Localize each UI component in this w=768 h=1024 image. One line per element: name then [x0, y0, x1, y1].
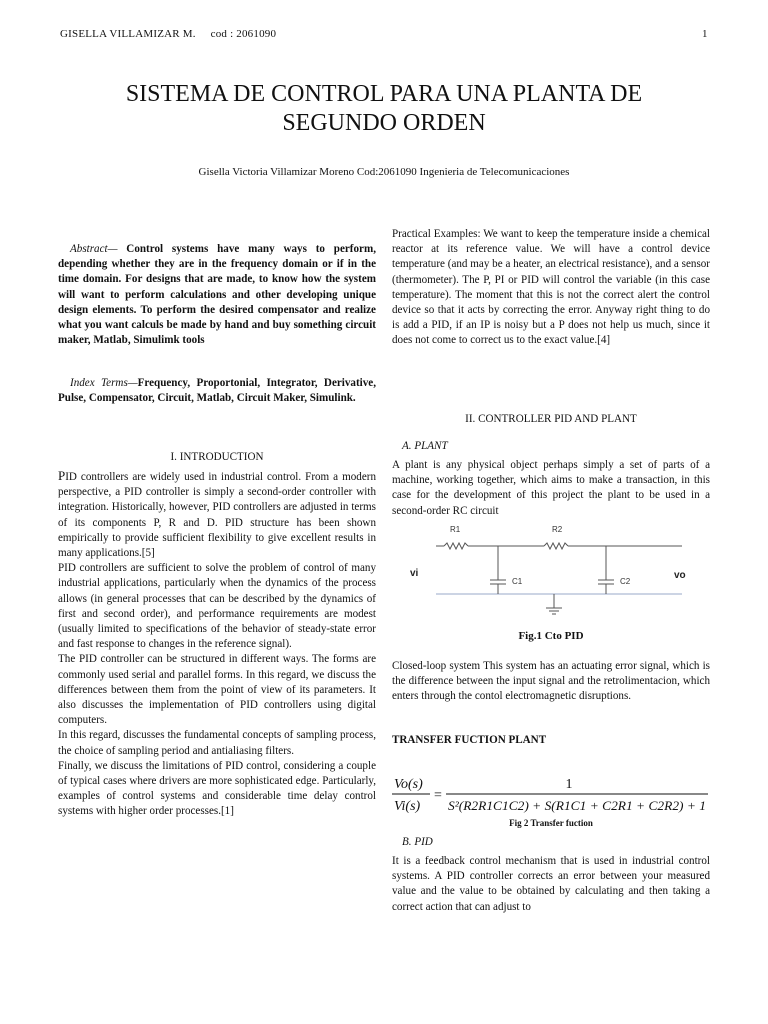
intro-p1-text: ID controllers are widely used in industrial control. From a modern perspective, a PID controller is simply a second-order controller with integration. Historically, however, PID controllers are adjusted in terms of its components P, R and D. PID structure has been shown empirically to provide sufficient flexibility to give excellent results in many applications.[5] [58, 471, 376, 560]
abstract-lead: Abstract— [70, 243, 118, 255]
page-number: 1 [702, 28, 708, 40]
section-2-heading: II. CONTROLLER PID AND PLANT [465, 413, 637, 425]
abstract [58, 242, 376, 348]
pid-description: It is a feedback control mechanism that is used in industrial control systems. A PID controller corrects an error between your measured value and the value to be obtained by calculating and then taking a correct action that can adjust to [392, 855, 710, 913]
label-r2: R2 [552, 525, 563, 534]
rc-circuit-diagram [392, 518, 712, 626]
figure-1-caption: Fig.1 Cto PID [518, 630, 584, 642]
label-c2: C2 [620, 577, 631, 586]
transfer-function-equation [392, 770, 712, 816]
closed-loop-text: Closed-loop system This system has an actuating error signal, which is the difference between the input signal and the retrolimentacion, which enters through the contol electromagnetic disruptions. [392, 660, 710, 703]
label-vo: vo [674, 570, 686, 581]
subsection-a-heading: A. PLANT [402, 440, 448, 452]
resistor-r2 [544, 543, 568, 549]
eq-rhs-denominator: S²(R2R1C1C2) + S(R1C1 + C2R1 + C2R2) + 1 [448, 799, 706, 813]
title-line-1: SISTEMA DE CONTROL PARA UNA PLANTA DE [125, 81, 643, 107]
intro-paragraph-2: PID controllers are sufficient to solve the problem of control of many industrial applications, particularly when the dynamics of the process allows (in general processes that can be described by the dynamics of first and second order), and performance requirements are modest (usually limited to specifications of the behavior of steady-state error and fast response to changes in the reference signal). [58, 562, 376, 651]
paper-title [60, 80, 708, 138]
eq-lhs-denominator: Vi(s) [394, 799, 421, 814]
label-c1: C1 [512, 577, 523, 586]
section-1-heading: I. INTRODUCTION [170, 451, 264, 463]
label-r1: R1 [450, 525, 461, 534]
intro-paragraph-1 [58, 468, 376, 561]
header-author-name: GISELLA VILLAMIZAR M. [60, 28, 196, 40]
header-cod: cod : 2061090 [210, 28, 277, 40]
subsection-b-heading: B. PID [402, 836, 433, 848]
index-terms-lead: Index Terms— [70, 377, 138, 389]
transfer-function-title: TRANSFER FUCTION PLANT [392, 734, 547, 746]
index-terms-text: Frequency, Proportonial, Integrator, Derivative, Pulse, Compensator, Circuit, Matlab, Circuit Maker, Simulink. [58, 377, 376, 405]
dropcap: P [58, 468, 66, 483]
intro-paragraph-4: In this regard, discusses the fundamental concepts of sampling process, the choice of sampling period and antialiasing filters. [58, 729, 376, 757]
introduction-body [58, 468, 376, 820]
practical-examples: Practical Examples: We want to keep the temperature inside a chemical reactor at its reference value. We will have a control device temperature (and may be a heater, an electrical resistance), and a sensor (thermometer). The P, PI or PID will control the variable (in this case temperature). The moment that this is not the correct alert the control device so that it acts by correcting the error. Anyway right thing to do is add a PID, if an IP is noisy but a P does not help us much, since it does not come to correct us to the exact value.[4] [392, 228, 710, 347]
abstract-text: Control systems have many ways to perform, depending whether they are in the frequency domain or if in the time domain. For designs that are made, to know how the system will want to perform calculations and other developing unique design elements. To perform the desired compensator and realize what you want calculs be made by hand and buy something circuit maker, Matlab, Simulimk tools [58, 243, 376, 347]
resistor-r1 [444, 543, 468, 549]
eq-lhs-numerator: Vo(s) [394, 777, 423, 792]
title-line-2: SEGUNDO ORDEN [282, 110, 486, 136]
intro-paragraph-5: Finally, we discuss the limitations of PID control, considering a couple of typical cases where drivers are more sophisticated edge. Particularly, examples of control systems and considerable time delay control systems with higher order processes.[1] [58, 759, 376, 818]
header-author [60, 28, 276, 40]
label-vi: vi [410, 568, 419, 579]
intro-paragraph-3: The PID controller can be structured in different ways. The forms are commonly used serial and parallel forms. In this regard, we discuss the differences between them from the point of view of its parameters. It also discusses the implementation of PID controllers using digital computers. [58, 653, 376, 727]
eq-rhs-numerator: 1 [565, 777, 573, 792]
index-terms [58, 376, 376, 406]
author-line: Gisella Victoria Villamizar Moreno Cod:2061090 Ingenieria de Telecomunicaciones [198, 166, 570, 178]
figure-2-caption: Fig 2 Transfer fuction [509, 818, 593, 828]
svg-text:=: = [434, 788, 442, 803]
plant-description: A plant is any physical object perhaps simply a set of parts of a machine, working together, which aims to make a transaction, in this case for the development of this project the plant to be used in a second-order RC circuit [392, 459, 710, 517]
